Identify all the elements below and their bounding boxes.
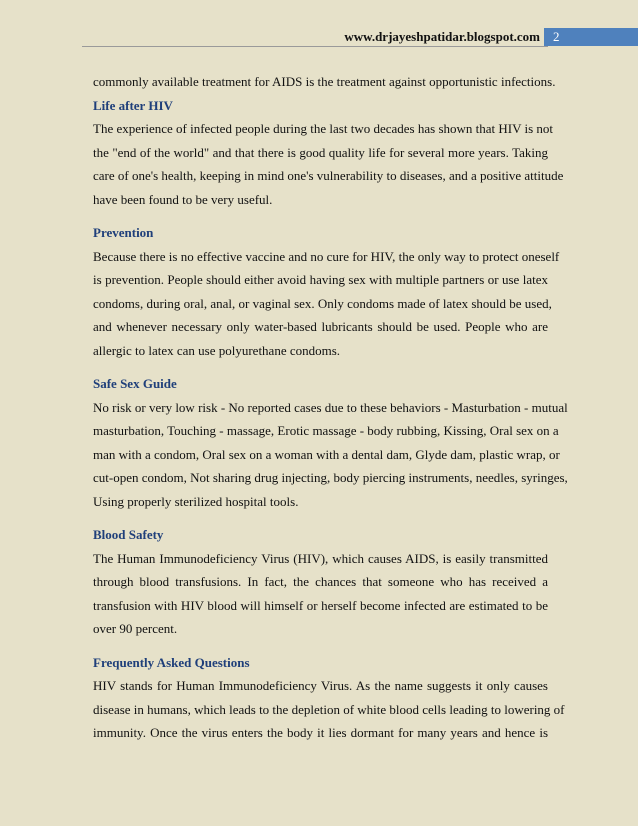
- paragraph: [93, 245, 560, 363]
- text-line: man with a condom, Oral sex on a woman with a dental dam, Glyde dam, plastic wrap, or: [93, 446, 560, 462]
- section-heading: Prevention: [93, 225, 154, 240]
- text-line: is prevention. People should either avoid having sex with multiple partners or use latex: [93, 272, 548, 287]
- paragraph: [93, 117, 564, 211]
- paragraph: [93, 396, 568, 514]
- text-line: masturbation, Touching - massage, Erotic massage - body rubbing, Kissing, Oral sex on a: [93, 423, 559, 438]
- text-line: cut-open condom, Not sharing drug injecting, body piercing instruments, needles, syringes,: [93, 470, 568, 485]
- section-safe-sex-guide: [93, 372, 568, 513]
- intro-paragraph: [93, 70, 556, 94]
- text-line: have been found to be very useful.: [93, 191, 273, 207]
- section-heading: Life after HIV: [93, 97, 173, 113]
- paragraph: [93, 70, 556, 94]
- page-header: [0, 24, 638, 50]
- text-line: through blood transfusions. In fact, the chances that someone who has received a: [93, 574, 548, 589]
- text-line: transfusion with HIV blood will himself or herself become infected are estimated to be: [93, 597, 548, 613]
- text-line: HIV stands for Human Immunodeficiency Virus. As the name suggests it only causes: [93, 678, 548, 693]
- section-heading: Frequently Asked Questions: [93, 654, 250, 670]
- text-line: The experience of infected people during the last two decades has shown that HIV is not: [93, 121, 554, 136]
- section-heading: Blood Safety: [93, 527, 164, 542]
- text-line: No risk or very low risk - No reported cases due to these behaviors - Masturbation - mutual: [93, 399, 568, 415]
- header-divider: [82, 46, 548, 47]
- text-line: allergic to latex can use polyurethane condoms.: [93, 342, 341, 358]
- text-line: and whenever necessary only water-based lubricants should be used. People who are: [93, 319, 548, 334]
- text-line: The Human Immunodeficiency Virus (HIV), which causes AIDS, is easily transmitted: [93, 550, 548, 566]
- section-frequently-asked-questions: [93, 651, 565, 745]
- paragraph: [93, 674, 565, 745]
- text-line: Using properly sterilized hospital tools.: [93, 493, 299, 509]
- section-prevention: [93, 221, 560, 362]
- text-line: condoms, during oral, anal, or vaginal sex. Only condoms made of latex should be used,: [93, 295, 552, 311]
- paragraph: [93, 547, 548, 641]
- section-life-after-hiv: [93, 94, 564, 212]
- text-line: the "end of the world" and that there is good quality life for several more years. Taking: [93, 144, 548, 160]
- text-line: Because there is no effective vaccine and no cure for HIV, the only way to protect oneself: [93, 248, 560, 264]
- document-body: [93, 70, 568, 745]
- text-line: over 90 percent.: [93, 621, 178, 636]
- section-blood-safety: [93, 523, 548, 641]
- text-line: immunity. Once the virus enters the body it lies dormant for many years and hence is: [93, 725, 548, 740]
- section-heading: Safe Sex Guide: [93, 376, 177, 391]
- text-line: care of one's health, keeping in mind one's vulnerability to diseases, and a positive attitude: [93, 168, 564, 183]
- page-number-badge: 2: [544, 28, 638, 46]
- text-line: commonly available treatment for AIDS is the treatment against opportunistic infections.: [93, 74, 556, 89]
- text-line: disease in humans, which leads to the depletion of white blood cells leading to lowering of: [93, 701, 565, 717]
- header-url: www.drjayeshpatidar.blogspot.com: [344, 29, 540, 44]
